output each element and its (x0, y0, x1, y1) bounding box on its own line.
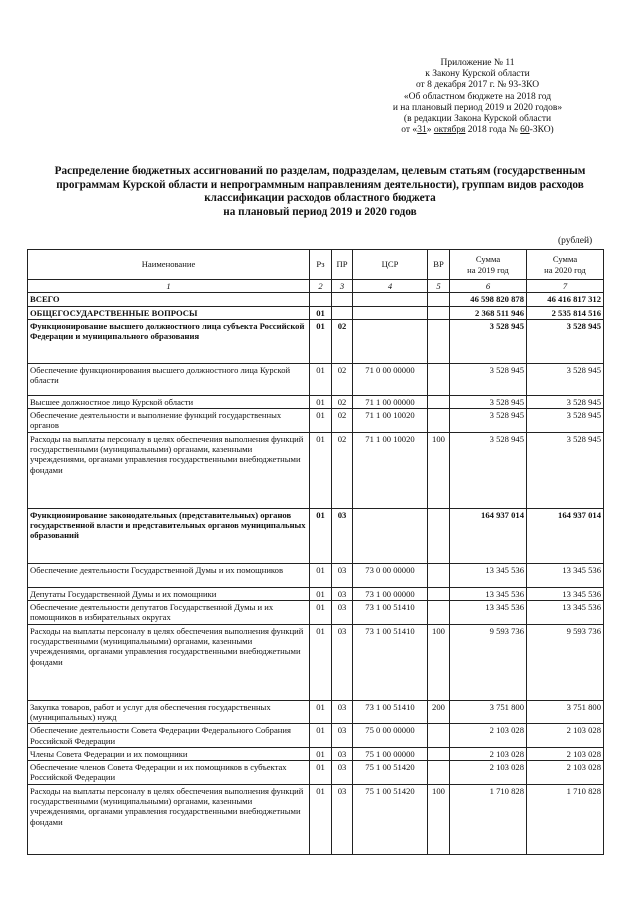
cell-vr (428, 724, 450, 748)
header-sum-2020-l1: Сумма (552, 254, 578, 265)
cell-csr: 71 0 00 00000 (353, 363, 428, 395)
cell-pr (332, 306, 353, 319)
cell-sum-2020: 46 416 817 312 (527, 293, 604, 306)
header-line: (в редакции Закона Курской области (403, 114, 552, 125)
cell-vr: 100 (428, 432, 450, 508)
cell-sum-2019: 2 103 028 (450, 724, 527, 748)
cell-sum-2020: 13 345 536 (527, 601, 604, 625)
cell-rz: 01 (310, 395, 332, 408)
cell-csr: 73 0 00 00000 (353, 563, 428, 587)
title-line: программам Курской области и непрограммным направлениям деятельности), группам видов расходов (56, 178, 584, 191)
table-row (28, 747, 604, 760)
header-prefix: от « (401, 125, 418, 136)
title-line: Распределение бюджетных ассигнований по разделам, подразделам, целевым статьям (государственным (54, 165, 586, 177)
header-sum-2020-l2: на 2020 год (544, 264, 586, 275)
cell-sum-2020: 2 103 028 (527, 724, 604, 748)
cell-rz: 01 (310, 363, 332, 395)
header-line: Приложение № 11 (440, 58, 515, 68)
cell-sum-2020: 13 345 536 (527, 563, 604, 587)
cell-name: Функционирование законодательных (представительных) органов государственной власти и представительных органов муниципальных образований (28, 508, 310, 563)
cell-vr (428, 293, 450, 306)
cell-rz: 01 (310, 747, 332, 760)
cell-rz: 01 (310, 784, 332, 854)
col-number: 3 (332, 280, 353, 293)
header-sum-2020 (527, 250, 604, 280)
cell-rz: 01 (310, 508, 332, 563)
cell-pr: 02 (332, 319, 353, 363)
table-row (28, 761, 604, 785)
cell-pr: 02 (332, 409, 353, 433)
table-row (28, 700, 604, 724)
cell-pr: 03 (332, 784, 353, 854)
cell-sum-2019: 3 528 945 (450, 409, 527, 433)
cell-sum-2019: 2 103 028 (450, 747, 527, 760)
cell-name: Обеспечение деятельности депутатов Государственной Думы и их помощников в избирательных округах (28, 601, 310, 625)
table-row (28, 508, 604, 563)
cell-vr (428, 761, 450, 785)
cell-vr (428, 587, 450, 600)
cell-vr (428, 409, 450, 433)
cell-sum-2020: 9 593 736 (527, 624, 604, 700)
table-row (28, 319, 604, 363)
col-number: 5 (428, 280, 450, 293)
cell-sum-2019: 3 528 945 (450, 395, 527, 408)
cell-sum-2019: 3 751 800 (450, 700, 527, 724)
cell-sum-2020: 3 528 945 (527, 319, 604, 363)
cell-sum-2019: 3 528 945 (450, 363, 527, 395)
cell-sum-2019: 3 528 945 (450, 319, 527, 363)
cell-rz: 01 (310, 601, 332, 625)
budget-table (27, 249, 604, 855)
cell-pr: 03 (332, 700, 353, 724)
header-sum-2019-l1: Сумма (475, 254, 501, 265)
table-row (28, 563, 604, 587)
cell-vr: 200 (428, 700, 450, 724)
cell-name: Обеспечение деятельности Совета Федерации Федерального Собрания Российской Федерации (28, 724, 310, 748)
cell-name: Депутаты Государственной Думы и их помощники (28, 587, 310, 600)
header-rz: Рз (310, 250, 332, 280)
header-month: октября (433, 125, 466, 136)
cell-csr: 75 1 00 00000 (353, 747, 428, 760)
cell-vr (428, 319, 450, 363)
header-line: к Закону Курской области (425, 69, 530, 80)
cell-sum-2020: 2 103 028 (527, 761, 604, 785)
units-label: (рублей) (558, 236, 593, 246)
cell-vr (428, 395, 450, 408)
cell-sum-2020: 2 535 814 516 (527, 306, 604, 319)
cell-sum-2020: 3 751 800 (527, 700, 604, 724)
table-row (28, 306, 604, 319)
table-row (28, 724, 604, 748)
cell-vr (428, 747, 450, 760)
table-row (28, 363, 604, 395)
cell-vr: 100 (428, 624, 450, 700)
cell-pr: 03 (332, 601, 353, 625)
cell-name: ОБЩЕГОСУДАРСТВЕННЫЕ ВОПРОСЫ (28, 306, 310, 319)
cell-rz: 01 (310, 409, 332, 433)
cell-sum-2019: 46 598 820 878 (450, 293, 527, 306)
cell-sum-2019: 2 368 511 946 (450, 306, 527, 319)
cell-pr: 03 (332, 624, 353, 700)
cell-sum-2020: 3 528 945 (527, 432, 604, 508)
cell-name: Расходы на выплаты персоналу в целях обеспечения выполнения функций государственными (муниципальными) органами, казенными учреждениями, органами управления государственными внебюджетными фондами (28, 784, 310, 854)
cell-name: Обеспечение деятельности Государственной Думы и их помощников (28, 563, 310, 587)
cell-pr: 02 (332, 395, 353, 408)
table-row (28, 293, 604, 306)
col-number: 1 (28, 280, 310, 293)
col-number: 4 (353, 280, 428, 293)
cell-csr: 73 1 00 51410 (353, 700, 428, 724)
cell-csr (353, 319, 428, 363)
cell-rz: 01 (310, 319, 332, 363)
header-name: Наименование (28, 250, 310, 280)
cell-name: Обеспечение деятельности и выполнение функций государственных органов (28, 409, 310, 433)
cell-name: Члены Совета Федерации и их помощники (28, 747, 310, 760)
header-day: 31 (417, 125, 427, 136)
cell-pr: 03 (332, 724, 353, 748)
table-header-row (28, 250, 604, 280)
cell-csr: 73 1 00 00000 (353, 587, 428, 600)
header-vr: ВР (428, 250, 450, 280)
cell-rz: 01 (310, 624, 332, 700)
cell-csr: 71 1 00 10020 (353, 432, 428, 508)
cell-rz: 01 (310, 563, 332, 587)
title-line: на плановый период 2019 и 2020 годов (223, 205, 417, 218)
cell-name: Расходы на выплаты персоналу в целях обеспечения выполнения функций государственными (муниципальными) органами, казенными учреждениями, органами управления государственными внебюджетными фондами (28, 624, 310, 700)
cell-vr: 100 (428, 784, 450, 854)
cell-name: Закупка товаров, работ и услуг для обеспечения государственных (муниципальных) нужд (28, 700, 310, 724)
cell-pr: 03 (332, 563, 353, 587)
cell-sum-2020: 2 103 028 (527, 747, 604, 760)
header-line: и на плановый период 2019 и 2020 годов» (392, 102, 563, 113)
table-row (28, 784, 604, 854)
cell-name: Расходы на выплаты персоналу в целях обеспечения выполнения функций государственными (муниципальными) органами, казенными учреждениями, органами управления государственными внебюджетными фондами (28, 432, 310, 508)
cell-pr: 02 (332, 363, 353, 395)
cell-csr (353, 306, 428, 319)
cell-pr: 03 (332, 761, 353, 785)
cell-rz: 01 (310, 761, 332, 785)
table-row (28, 395, 604, 408)
header-pr: ПР (332, 250, 353, 280)
header-year-text: 2018 года № (465, 125, 521, 136)
table-row (28, 587, 604, 600)
cell-name: ВСЕГО (28, 293, 310, 306)
cell-csr: 71 1 00 00000 (353, 395, 428, 408)
cell-csr (353, 508, 428, 563)
cell-pr (332, 293, 353, 306)
cell-csr: 71 1 00 10020 (353, 409, 428, 433)
cell-vr (428, 601, 450, 625)
cell-sum-2020: 1 710 828 (527, 784, 604, 854)
cell-sum-2019: 164 937 014 (450, 508, 527, 563)
cell-rz: 01 (310, 724, 332, 748)
cell-vr (428, 363, 450, 395)
cell-sum-2019: 1 710 828 (450, 784, 527, 854)
cell-csr: 73 1 00 51410 (353, 601, 428, 625)
table-row (28, 409, 604, 433)
header-mid: » (426, 125, 434, 136)
col-number: 2 (310, 280, 332, 293)
title-line: классификации расходов областного бюджета (204, 192, 436, 205)
cell-pr: 03 (332, 747, 353, 760)
cell-sum-2020: 13 345 536 (527, 587, 604, 600)
cell-vr (428, 563, 450, 587)
cell-csr: 75 0 00 00000 (353, 724, 428, 748)
cell-vr (428, 508, 450, 563)
cell-sum-2019: 13 345 536 (450, 587, 527, 600)
cell-sum-2019: 3 528 945 (450, 432, 527, 508)
cell-rz: 01 (310, 306, 332, 319)
table-row (28, 601, 604, 625)
cell-csr: 73 1 00 51410 (353, 624, 428, 700)
cell-csr: 75 1 00 51420 (353, 761, 428, 785)
col-number: 6 (450, 280, 527, 293)
cell-sum-2020: 3 528 945 (527, 395, 604, 408)
cell-sum-2020: 3 528 945 (527, 363, 604, 395)
document-title (28, 165, 612, 219)
cell-name: Обеспечение функционирования высшего должностного лица Курской области (28, 363, 310, 395)
cell-vr (428, 306, 450, 319)
table-row (28, 624, 604, 700)
cell-pr: 03 (332, 587, 353, 600)
cell-sum-2019: 13 345 536 (450, 601, 527, 625)
cell-rz (310, 293, 332, 306)
cell-sum-2019: 9 593 736 (450, 624, 527, 700)
header-suffix: -ЗКО) (529, 125, 554, 136)
cell-name: Обеспечение членов Совета Федерации и их помощников в субъектах Российской Федерации (28, 761, 310, 785)
cell-sum-2019: 13 345 536 (450, 563, 527, 587)
cell-rz: 01 (310, 432, 332, 508)
header-line-amendment (360, 125, 595, 136)
cell-rz: 01 (310, 587, 332, 600)
col-number: 7 (527, 280, 604, 293)
header-sum-2019-l2: на 2019 год (467, 264, 509, 275)
table-row (28, 432, 604, 508)
appendix-header (360, 58, 595, 136)
cell-sum-2020: 3 528 945 (527, 409, 604, 433)
cell-pr: 03 (332, 508, 353, 563)
cell-sum-2019: 2 103 028 (450, 761, 527, 785)
cell-csr: 75 1 00 51420 (353, 784, 428, 854)
header-sum-2019 (450, 250, 527, 280)
cell-name: Функционирование высшего должностного лица субъекта Российской Федерации и муниципального образования (28, 319, 310, 363)
header-csr: ЦСР (353, 250, 428, 280)
header-number: 60 (520, 125, 530, 136)
header-line: «Об областном бюджете на 2018 год (403, 91, 552, 102)
cell-name: Высшее должностное лицо Курской области (28, 395, 310, 408)
cell-csr (353, 293, 428, 306)
header-line: от 8 декабря 2017 г. № 93-ЗКО (415, 80, 540, 91)
column-number-row (28, 280, 604, 293)
cell-rz: 01 (310, 700, 332, 724)
cell-sum-2020: 164 937 014 (527, 508, 604, 563)
cell-pr: 02 (332, 432, 353, 508)
